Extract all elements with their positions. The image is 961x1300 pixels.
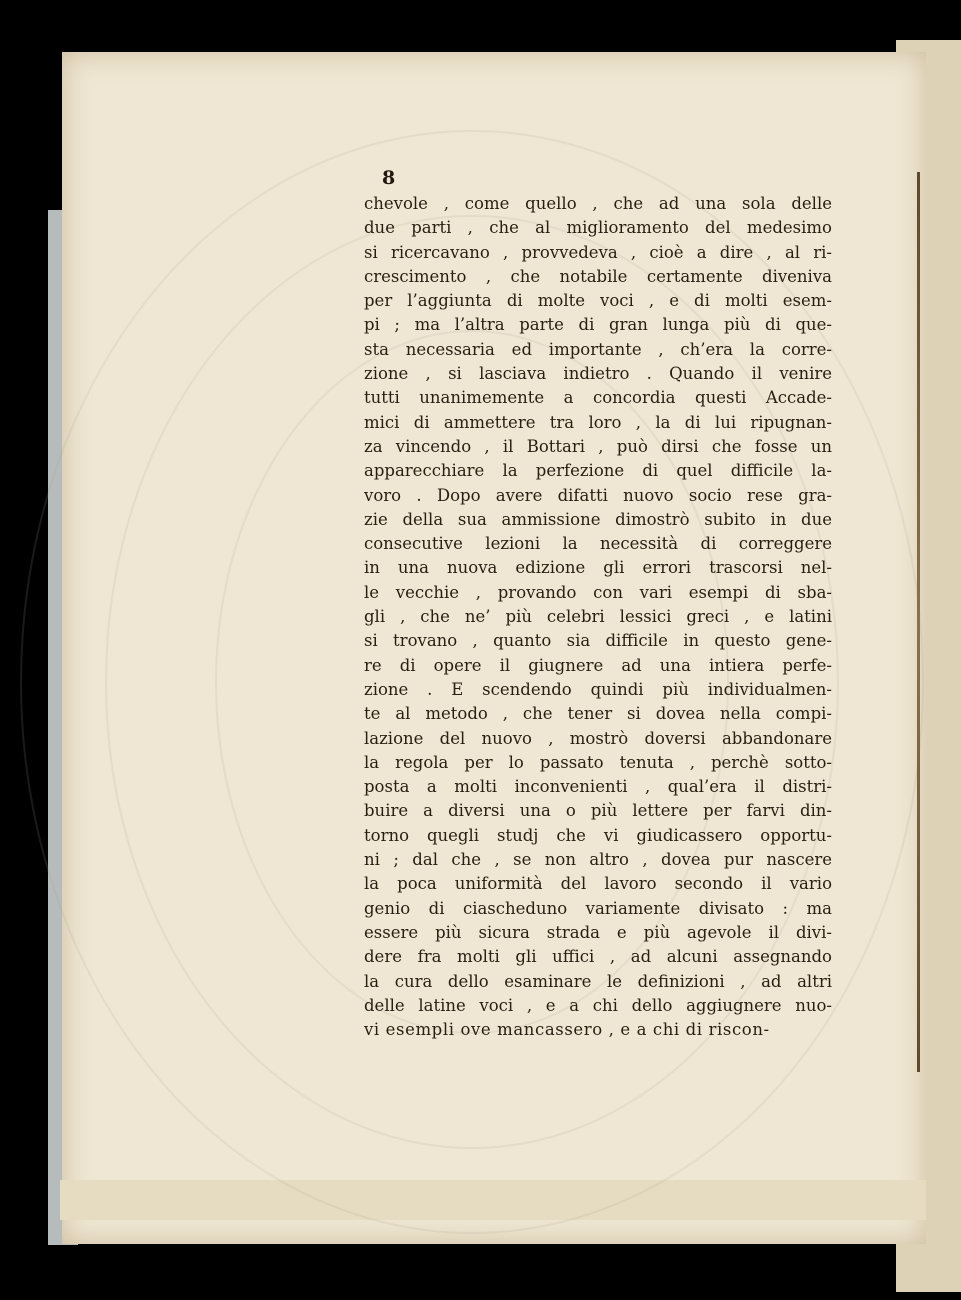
text-line: si trovano , quanto sia difficile in questo gene- xyxy=(364,631,832,651)
text-line: mici di ammettere tra loro , la di lui ripugnan- xyxy=(364,412,832,432)
text-line: tutti unanimemente a concordia questi Accade- xyxy=(364,388,832,408)
text-line: genio di ciascheduno variamente divisato : ma xyxy=(364,898,832,918)
text-line: per l’aggiunta di molte voci , e di molti esem- xyxy=(364,291,832,311)
text-line: le vecchie , provando con vari esempi di sba- xyxy=(364,582,832,602)
text-line: due parti , che al miglioramento del medesimo xyxy=(364,218,832,238)
text-line: zione . E scendendo quindi più individualmen- xyxy=(364,679,832,699)
page-number: 8 xyxy=(382,167,396,189)
text-line: consecutive lezioni la necessità di correggere xyxy=(364,534,832,554)
text-line: vi esempli ove mancassero , e a chi di riscon- xyxy=(364,1020,770,1040)
text-line: delle latine voci , e a chi dello aggiugnere nuo- xyxy=(364,995,832,1015)
text-line: gli , che ne’ più celebri lessici greci , e latini xyxy=(364,607,832,627)
text-line: zione , si lasciava indietro . Quando il venire xyxy=(364,364,832,384)
text-line: crescimento , che notabile certamente diveniva xyxy=(364,266,832,286)
body-text xyxy=(364,192,832,1042)
text-line: buire a diversi una o più lettere per farvi din- xyxy=(364,801,832,821)
text-line: dere fra molti gli uffici , ad alcuni assegnando xyxy=(364,947,832,967)
text-line: posta a molti inconvenienti , qual’era il distri- xyxy=(364,777,832,797)
text-line: lazione del nuovo , mostrò doversi abbandonare xyxy=(364,728,832,748)
text-line: la regola per lo passato tenuta , perchè sotto- xyxy=(364,752,832,772)
text-line: in una nuova edizione gli errori trascorsi nel- xyxy=(364,558,832,578)
text-line: apparecchiare la perfezione di quel difficile la- xyxy=(364,461,832,481)
text-line: essere più sicura strada e più agevole il divi- xyxy=(364,922,832,942)
text-line: te al metodo , che tener si dovea nella compi- xyxy=(364,704,832,724)
text-line: ni ; dal che , se non altro , dovea pur nascere xyxy=(364,850,832,870)
text-line: pi ; ma l’altra parte di gran lunga più di que- xyxy=(364,315,832,335)
text-line: za vincendo , il Bottari , può dirsi che fosse un xyxy=(364,436,832,456)
text-line: sta necessaria ed importante , ch’era la corre- xyxy=(364,339,832,359)
text-line: torno quegli studj che vi giudicassero opportu- xyxy=(364,825,832,845)
text-line: chevole , come quello , che ad una sola delle xyxy=(364,194,832,213)
text-line: zie della sua ammissione dimostrò subito in due xyxy=(364,509,832,529)
text-line: la poca uniformità del lavoro secondo il vario xyxy=(364,874,832,894)
text-line: re di opere il giugnere ad una intiera perfe- xyxy=(364,655,832,675)
text-line: si ricercavano , provvedeva , cioè a dire , al ri- xyxy=(364,242,832,262)
text-line: voro . Dopo avere difatti nuovo socio rese gra- xyxy=(364,485,832,505)
text-line: la cura dello esaminare le definizioni , ad altri xyxy=(364,971,832,991)
binding-rule xyxy=(917,172,920,1072)
